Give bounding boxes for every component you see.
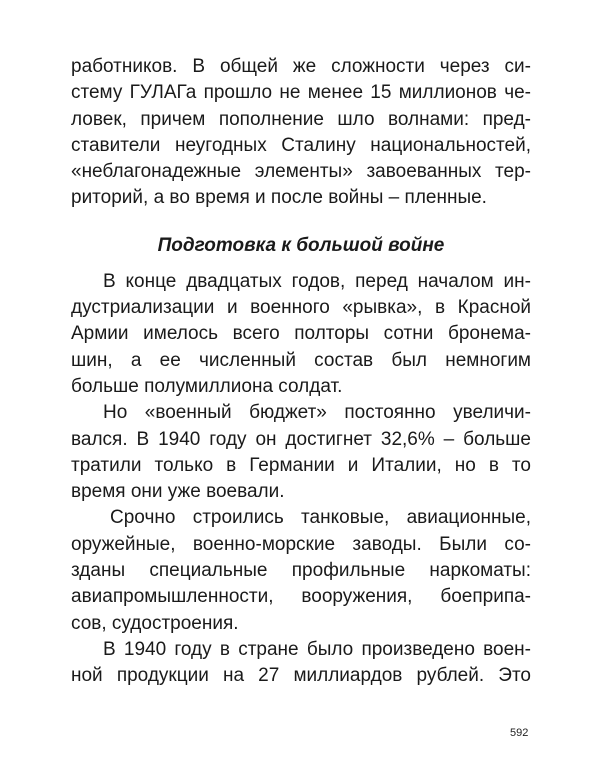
paragraph — [71, 269, 531, 400]
text-line: В 1940 году в стране было произведено воен- — [103, 638, 531, 660]
text-line: ной продукции на 27 миллиардов рублей. Это — [71, 665, 531, 687]
text-line: дустриализации и военного «рывка», в Красной — [71, 297, 531, 319]
text-line: работников. В общей же сложности через си- — [71, 56, 531, 77]
text-line: зданы специальные профильные наркоматы: — [71, 560, 531, 582]
paragraph — [71, 400, 531, 505]
text-line: Армии имелось всего полторы сотни бронема- — [71, 323, 531, 345]
text-line: Срочно строились танковые, авиационные, — [110, 507, 531, 529]
text-line: тратили только в Германии и Италии, но в то — [71, 454, 531, 476]
text-line: ловек, причем пополнение шло волнами: пред- — [71, 108, 531, 130]
text-line: больше полумиллиона солдат. — [71, 375, 343, 397]
text-line: шин, а ее численный состав был немногим — [71, 349, 531, 371]
text-line: ставители неугодных Сталину национальностей, — [71, 134, 531, 156]
text-line: стему ГУЛАГа прошло не менее 15 миллионов че- — [71, 82, 531, 104]
text-line: вался. В 1940 году он достигнет 32,6% – больше — [71, 428, 531, 450]
page-body — [71, 54, 531, 690]
text-line: сов, судостроения. — [71, 612, 239, 634]
paragraph — [71, 637, 531, 690]
section-heading: Подготовка к большой войне — [157, 234, 445, 256]
text-line: авиапромышленности, вооружения, боеприпа- — [71, 586, 531, 608]
paragraph — [71, 505, 531, 636]
text-line: оружейные, военно-морские заводы. Были со- — [71, 533, 531, 555]
text-line: время они уже воевали. — [71, 481, 285, 503]
page-number: 592 — [510, 727, 529, 739]
text-line: «неблагонадежные элементы» завоеванных тер- — [71, 161, 531, 183]
intro-paragraph — [71, 54, 531, 212]
text-line: В конце двадцатых годов, перед началом ин- — [103, 270, 531, 292]
text-line: Но «военный бюджет» постоянно увеличи- — [103, 402, 531, 424]
text-line: риторий, а во время и после войны – пленные. — [71, 187, 487, 209]
